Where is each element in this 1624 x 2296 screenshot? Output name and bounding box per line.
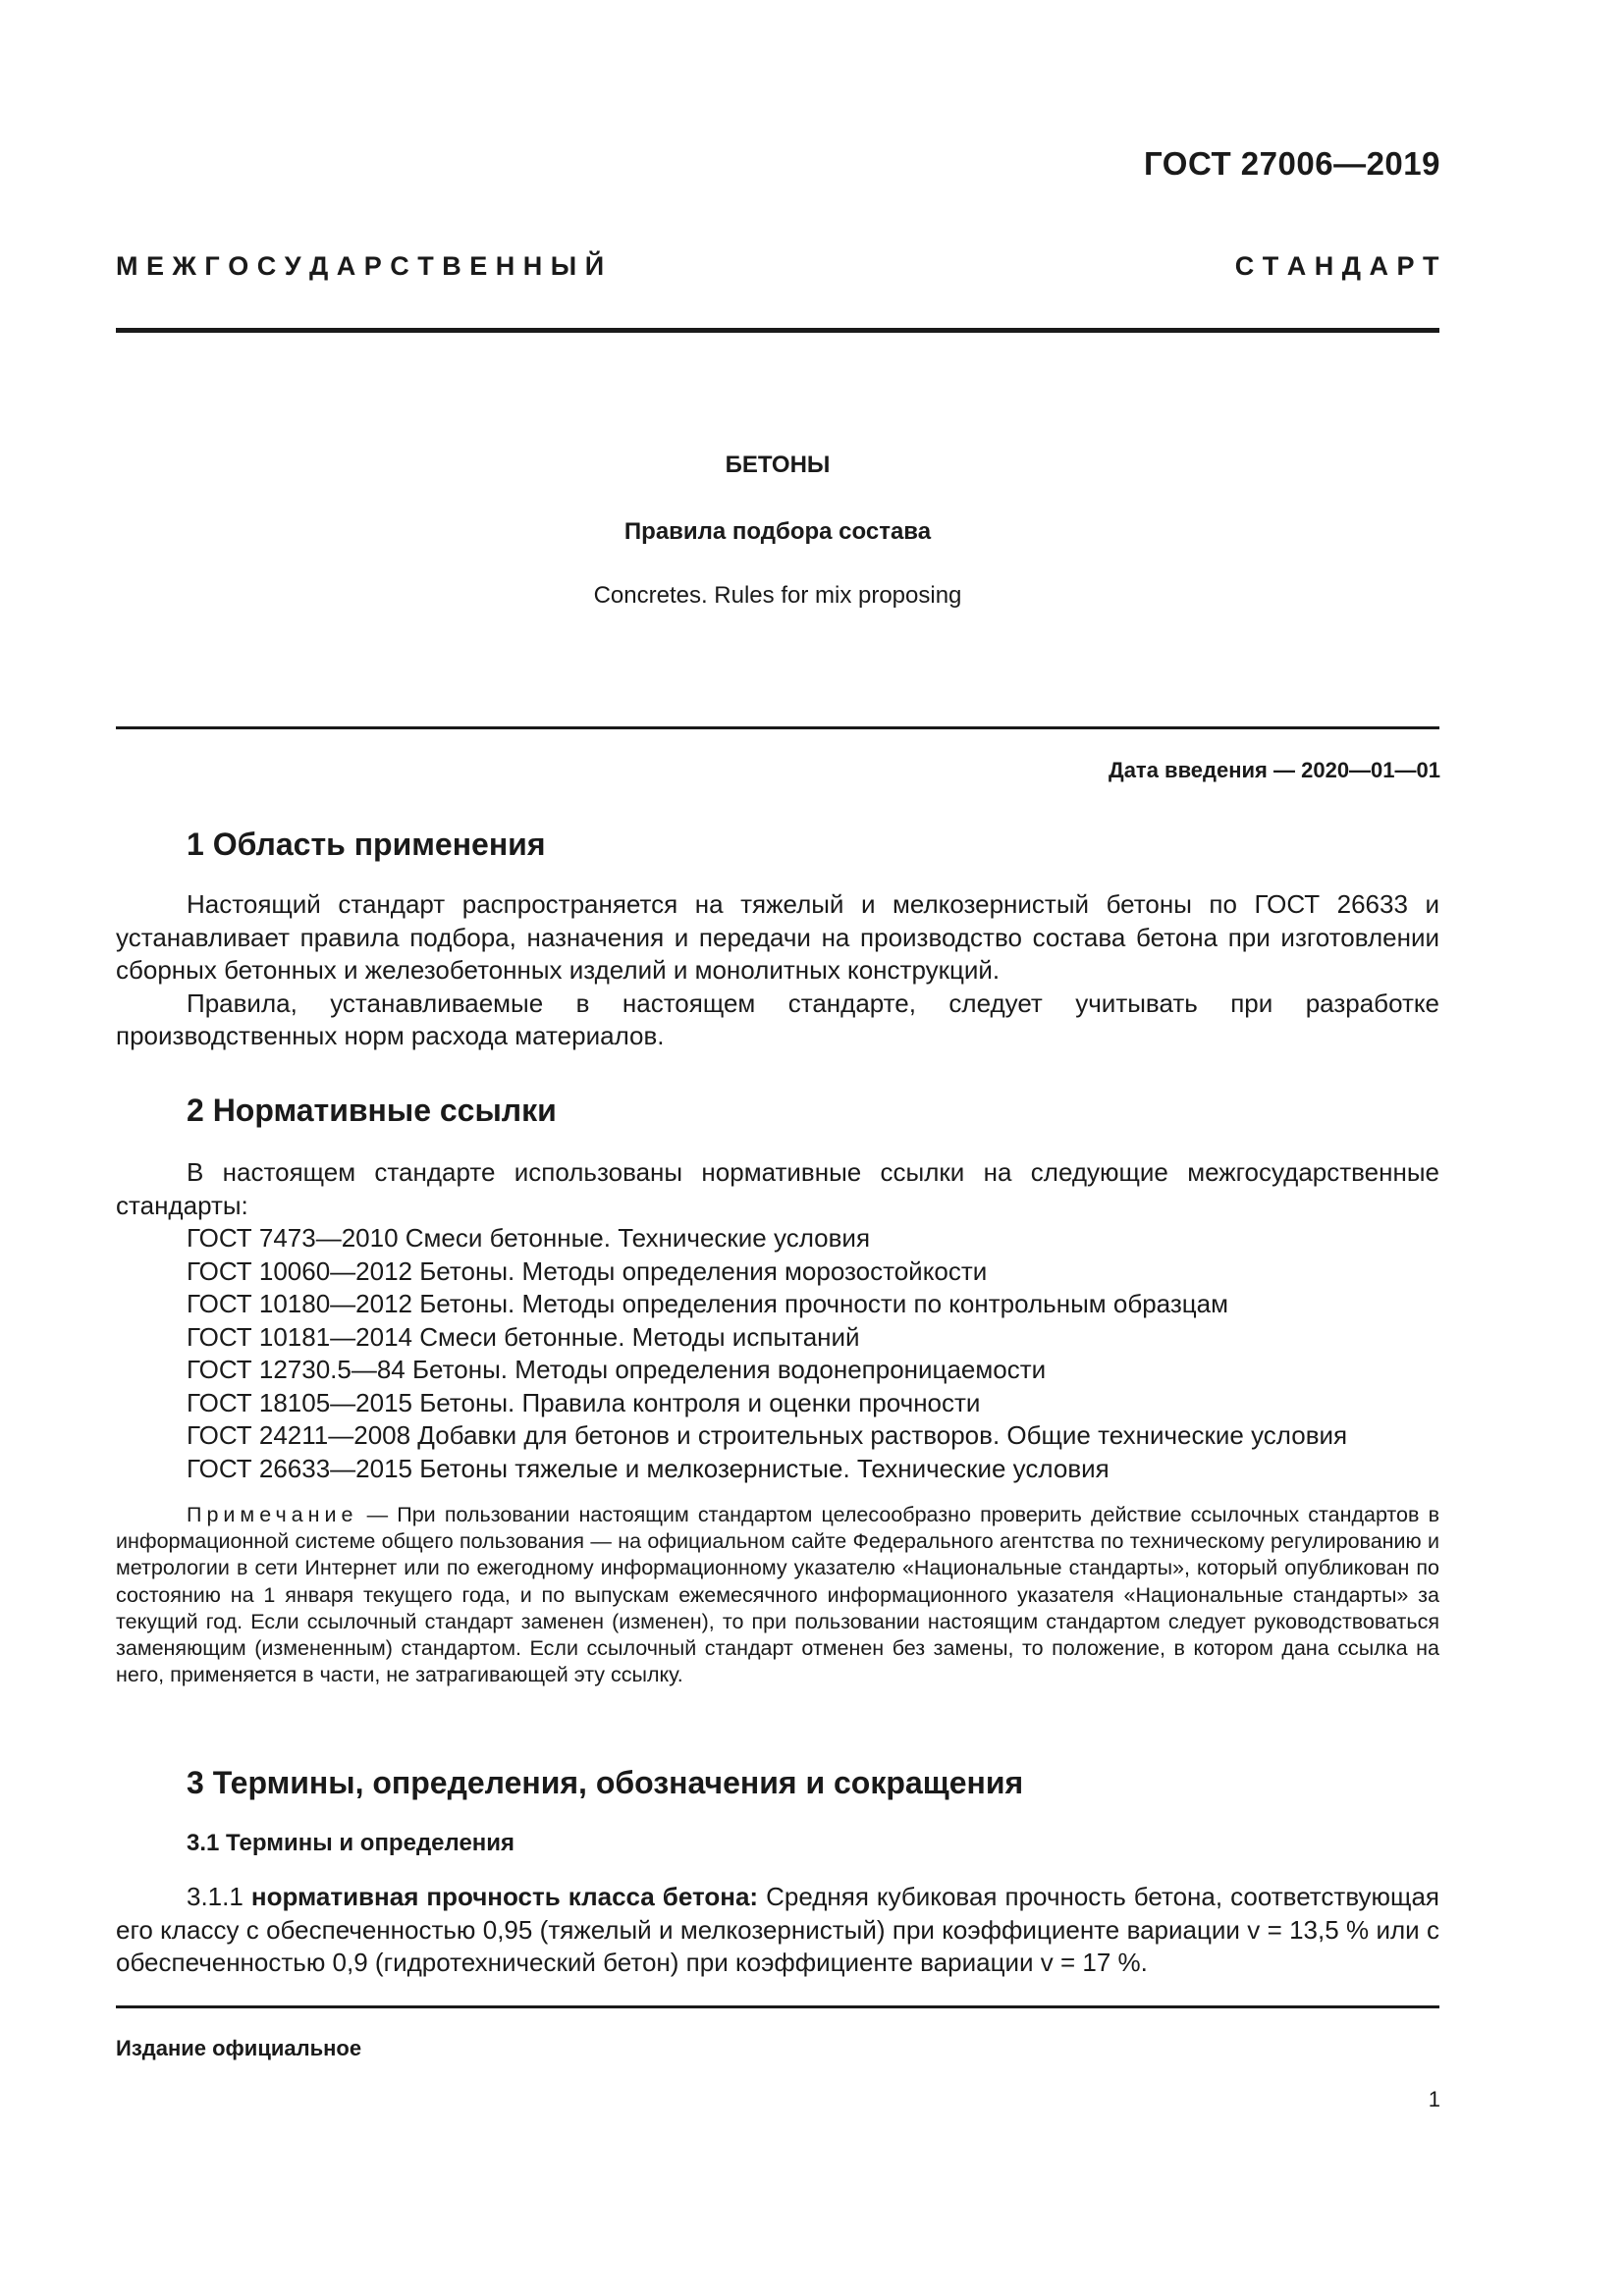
section-2-intro: В настоящем стандарте использованы нормативные ссылки на следующие межгосударственные стандарты: <box>116 1157 1439 1220</box>
document-subtitle: Правила подбора состава <box>623 518 932 545</box>
definition-number: 3.1.1 <box>187 1882 251 1911</box>
reference-item: ГОСТ 10181—2014 Смеси бетонные. Методы испытаний <box>187 1321 860 1352</box>
reference-item: ГОСТ 7473—2010 Смеси бетонные. Технические условия <box>187 1223 871 1253</box>
section-1-heading: 1 Область применения <box>187 827 546 862</box>
definition-term: нормативная прочность класса бетона: <box>250 1882 759 1911</box>
section-2-heading: 2 Нормативные ссылки <box>187 1093 557 1128</box>
footer-rule <box>116 2005 1439 2008</box>
note <box>116 1502 1439 1688</box>
section-3-1-heading: 3.1 Термины и определения <box>187 1830 515 1856</box>
reference-list <box>187 1222 1443 1485</box>
document-number: ГОСТ 27006—2019 <box>1144 145 1440 182</box>
edition-label: Издание официальное <box>116 2036 362 2060</box>
page-number: 1 <box>1428 2087 1440 2111</box>
section-3-heading: 3 Термины, определения, обозначения и сокращения <box>187 1765 1024 1800</box>
banner-interstate: М Е Ж Г О С У Д А Р С Т В Е Н Н Ы Й <box>116 251 605 281</box>
section-2-intro-block <box>116 1156 1439 1222</box>
standard-banner <box>116 251 1439 282</box>
section-1-paragraph-2: Правила, устанавливаемые в настоящем стандарте, следует учитывать при разработке производственных норм расхода материалов. <box>116 988 1439 1050</box>
reference-item: ГОСТ 10180—2012 Бетоны. Методы определения прочности по контрольным образцам <box>187 1289 1228 1318</box>
note-label: Примечание <box>187 1503 358 1526</box>
banner-standard: С Т А Н Д А Р Т <box>1234 251 1439 281</box>
section-1-paragraph-1: Настоящий стандарт распространяется на тяжелый и мелкозернистый бетоны по ГОСТ 26633 и устанавливает правила подбора, назначения и передачи на производство состава бетона при изготовлении сборных бетонных и железобетонных изделий и монолитных конструкций. <box>116 889 1439 985</box>
header-rule <box>116 328 1439 333</box>
note-text: — При пользовании настоящим стандартом целесообразно проверить действие ссылочных стандартов в информационной системе общего пользования — на официальном сайте Федерального агентства по техническому регулированию и метрологии в сети Интернет или по ежегодному информационному указателю «Национальные стандарты», который опубликован по состоянию на 1 января текущего года, и по выпускам ежемесячного информационного указателя «Национальные стандарты» за текущий год. Если ссылочный стандарт заменен (изменен), то при пользовании настоящим стандартом следует руководствоваться заменяющим (измененным) стандартом. Если ссылочный стандарт отменен без замены, то положение, в котором дана ссылка на него, применяется в части, не затрагивающей эту ссылку. <box>116 1503 1439 1687</box>
definition-text: Средняя кубиковая прочность бетона, соответствующая его классу с обеспеченностью 0,95 (тяжелый и мелкозернистый) при коэффициенте вариации v = 13,5 % или с обеспеченностью 0,9 (гидротехнический бетон) при коэффициенте вариации v = 17 %. <box>116 1882 1439 1977</box>
document-title: БЕТОНЫ <box>725 452 831 478</box>
reference-item: ГОСТ 18105—2015 Бетоны. Правила контроля и оценки прочности <box>187 1387 981 1417</box>
section-1-body <box>116 888 1439 1053</box>
reference-item: ГОСТ 12730.5—84 Бетоны. Методы определения водонепроницаемости <box>187 1355 1047 1384</box>
title-rule <box>116 726 1439 729</box>
reference-item: ГОСТ 24211—2008 Добавки для бетонов и строительных растворов. Общие технические условия <box>187 1420 1348 1450</box>
reference-item: ГОСТ 26633—2015 Бетоны тяжелые и мелкозернистые. Технические условия <box>187 1453 1110 1483</box>
document-english-title: Concretes. Rules for mix proposing <box>593 582 962 609</box>
reference-item: ГОСТ 10060—2012 Бетоны. Методы определения морозостойкости <box>187 1255 988 1286</box>
introduction-date: Дата введения — 2020—01—01 <box>1109 758 1440 782</box>
definition-3-1-1 <box>116 1881 1439 1980</box>
definition-block <box>116 1881 1439 1980</box>
